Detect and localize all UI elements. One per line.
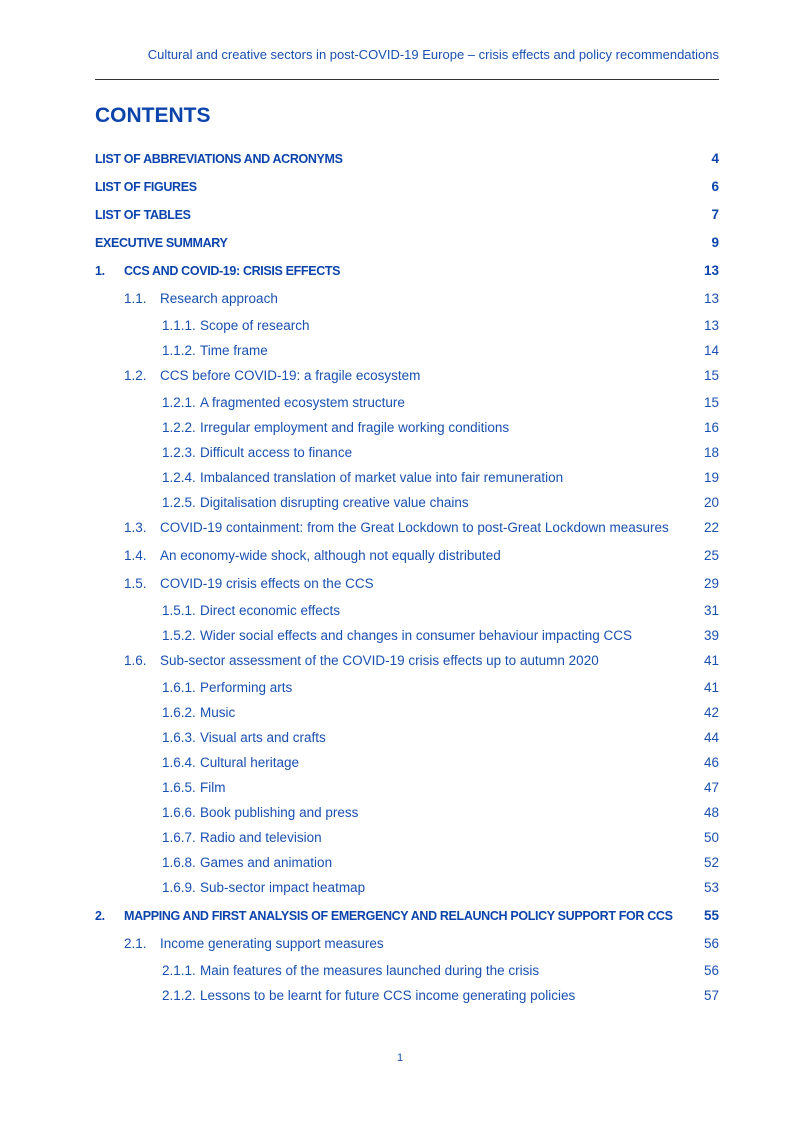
toc-entry-number: 1.2.3. [162,445,196,460]
toc-entry[interactable] [95,853,719,878]
toc-entry-page[interactable]: 9 [711,235,719,250]
toc-entry[interactable] [95,202,719,230]
toc-entry-title[interactable]: Income generating support measures [160,936,384,951]
toc-entry-title[interactable]: Time frame [200,343,268,358]
toc-entry-number: 1.2.4. [162,470,196,485]
toc-entry-page[interactable]: 14 [703,343,719,358]
toc-entry-page[interactable]: 15 [703,395,719,410]
toc-entry-title[interactable]: Music [200,705,236,720]
toc-entry-number: 1.6.2. [162,705,196,720]
toc-entry-page[interactable]: 13 [703,291,719,306]
toc-entry-title[interactable]: A fragmented ecosystem structure [200,395,405,410]
toc-entry-title[interactable]: Film [200,780,226,795]
toc-entry-title[interactable]: Cultural heritage [200,755,300,770]
toc-entry-number: 1.2.2. [162,420,196,435]
toc-entry-title[interactable]: Performing arts [200,680,293,695]
toc-entry-page[interactable]: 31 [703,603,719,618]
toc-entry[interactable] [95,753,719,778]
toc-entry-page[interactable]: 15 [703,368,719,383]
toc-entry-page[interactable]: 16 [703,420,719,435]
toc-entry[interactable] [95,314,719,341]
toc-entry-title[interactable]: Radio and television [200,830,322,845]
toc-entry-page[interactable]: 56 [703,936,719,951]
toc-entry[interactable] [95,174,719,202]
toc-entry[interactable] [95,728,719,753]
table-of-contents [95,146,719,1011]
toc-entry-title[interactable]: LIST OF TABLES [95,208,191,222]
toc-entry-number: 1.5.2. [162,628,196,643]
toc-entry-page[interactable]: 19 [703,470,719,485]
toc-entry-title[interactable]: Direct economic effects [200,603,341,618]
toc-entry[interactable] [95,778,719,803]
toc-entry-title[interactable]: Book publishing and press [200,805,359,820]
toc-entry[interactable] [95,931,719,959]
toc-entry-number: 1.1.1. [162,318,196,333]
toc-entry-page[interactable]: 48 [703,805,719,820]
toc-entry[interactable] [95,903,719,931]
toc-entry-title[interactable]: Visual arts and crafts [200,730,326,745]
toc-entry-page[interactable]: 39 [703,628,719,643]
toc-entry-title[interactable]: LIST OF FIGURES [95,180,197,194]
toc-entry-page[interactable]: 41 [703,680,719,695]
toc-entry[interactable] [95,676,719,703]
page-title: CONTENTS [95,104,211,127]
toc-entry[interactable] [95,341,719,366]
toc-entry-number: 1.6.1. [162,680,196,695]
toc-entry-title[interactable]: Irregular employment and fragile working conditions [200,420,510,435]
toc-entry-page[interactable]: 18 [703,445,719,460]
toc-entry-title[interactable]: CCS AND COVID-19: CRISIS EFFECTS [124,264,341,278]
toc-entry-title[interactable]: Games and animation [200,855,333,870]
toc-entry[interactable] [95,571,719,599]
toc-entry[interactable] [95,543,719,571]
toc-entry[interactable] [95,258,719,286]
toc-entry-number: 1.6.3. [162,730,196,745]
toc-entry-title[interactable]: Sub-sector impact heatmap [200,880,366,895]
toc-entry[interactable] [95,803,719,828]
toc-entry-title[interactable]: Imbalanced translation of market value into fair remuneration [200,470,564,485]
toc-entry[interactable] [95,986,719,1011]
toc-entry-number: 1.2. [124,368,147,383]
toc-entry-number: 1.6. [124,653,147,668]
toc-entry-title[interactable]: CCS before COVID-19: a fragile ecosystem [160,368,421,383]
toc-entry-title[interactable]: COVID-19 crisis effects on the CCS [160,576,374,591]
toc-entry-number: 1.6.9. [162,880,196,895]
toc-entry[interactable] [95,651,719,676]
toc-entry-number: 1.6.4. [162,755,196,770]
toc-entry[interactable] [95,828,719,853]
toc-entry[interactable] [95,443,719,468]
toc-entry-page[interactable]: 13 [703,318,719,333]
toc-entry[interactable] [95,391,719,418]
toc-entry-title[interactable]: Wider social effects and changes in consumer behaviour impacting CCS [200,628,632,643]
toc-entry-number: 1.3. [124,520,147,535]
toc-entry-title[interactable]: An economy-wide shock, although not equally distributed [160,548,501,563]
toc-entry[interactable] [95,146,719,174]
toc-entry-number: 2. [95,909,105,923]
toc-entry-title[interactable]: EXECUTIVE SUMMARY [95,236,228,250]
page-number: 1 [396,1052,404,1064]
toc-entry[interactable] [95,493,719,518]
toc-entry[interactable] [95,418,719,443]
toc-entry-page[interactable]: 13 [703,263,719,278]
toc-entry-number: 1.6.8. [162,855,196,870]
toc-entry[interactable] [95,230,719,258]
toc-entry-number: 1. [95,264,105,278]
toc-entry[interactable] [95,518,719,543]
toc-entry-number: 1.2.1. [162,395,196,410]
toc-entry-page[interactable]: 57 [703,988,719,1003]
toc-entry-number: 1.6.6. [162,805,196,820]
toc-entry-page[interactable]: 41 [703,653,719,668]
toc-entry-page[interactable]: 7 [711,207,719,222]
toc-entry-page[interactable]: 53 [703,880,719,895]
toc-entry-number: 1.5.1. [162,603,196,618]
toc-entry-number: 2.1. [124,936,147,951]
toc-entry-page[interactable]: 46 [703,755,719,770]
toc-entry[interactable] [95,468,719,493]
toc-entry[interactable] [95,626,719,651]
toc-entry-page[interactable]: 4 [711,151,719,166]
toc-entry-page[interactable]: 52 [703,855,719,870]
toc-entry-title[interactable]: Lessons to be learnt for future CCS income generating policies [200,988,576,1003]
toc-entry[interactable] [95,599,719,626]
toc-entry[interactable] [95,703,719,728]
toc-entry-number: 2.1.2. [162,988,196,1003]
toc-entry[interactable] [95,366,719,391]
header-divider [95,79,719,80]
toc-entry-number: 1.5. [124,576,147,591]
toc-entry-page[interactable]: 55 [703,908,719,923]
toc-entry-title[interactable]: Main features of the measures launched during the crisis [200,963,540,978]
toc-entry-title[interactable]: Digitalisation disrupting creative value chains [200,495,469,510]
toc-entry-title[interactable]: Scope of research [200,318,310,333]
toc-entry-title[interactable]: LIST OF ABBREVIATIONS AND ACRONYMS [95,152,343,166]
toc-entry-page[interactable]: 56 [703,963,719,978]
toc-entry-number: 1.1.2. [162,343,196,358]
toc-entry-title[interactable]: Difficult access to finance [200,445,353,460]
toc-entry[interactable] [95,959,719,986]
toc-entry-number: 2.1.1. [162,963,196,978]
toc-entry-page[interactable]: 47 [703,780,719,795]
toc-entry-title[interactable]: COVID-19 containment: from the Great Lockdown to post-Great Lockdown measures [160,520,669,535]
toc-entry-number: 1.6.5. [162,780,196,795]
toc-entry[interactable] [95,878,719,903]
toc-entry-number: 1.4. [124,548,147,563]
toc-entry-title[interactable]: Research approach [160,291,278,306]
toc-entry-page[interactable]: 6 [711,179,719,194]
toc-entry[interactable] [95,286,719,314]
toc-entry-number: 1.1. [124,291,147,306]
toc-entry-page[interactable]: 29 [703,576,719,591]
toc-entry-title[interactable]: MAPPING AND FIRST ANALYSIS OF EMERGENCY AND RELAUNCH POLICY SUPPORT FOR CCS [124,909,673,923]
toc-entry-page[interactable]: 50 [703,830,719,845]
toc-entry-number: 1.2.5. [162,495,196,510]
toc-entry-title[interactable]: Sub-sector assessment of the COVID-19 crisis effects up to autumn 2020 [160,653,599,668]
toc-entry-page[interactable]: 44 [703,730,719,745]
toc-entry-page[interactable]: 25 [703,548,719,563]
toc-entry-number: 1.6.7. [162,830,196,845]
toc-entry-page[interactable]: 22 [703,520,719,535]
running-header: Cultural and creative sectors in post-COVID-19 Europe – crisis effects and policy recommendations [147,47,719,62]
toc-entry-page[interactable]: 42 [703,705,719,720]
toc-entry-page[interactable]: 20 [703,495,719,510]
